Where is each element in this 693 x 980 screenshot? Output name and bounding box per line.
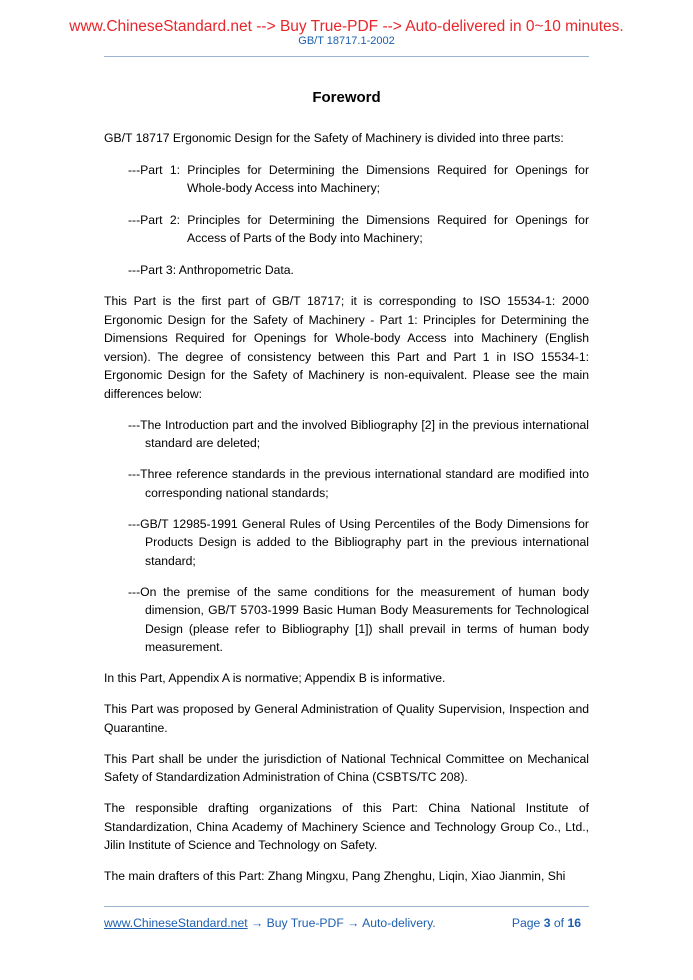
proposed-paragraph: This Part was proposed by General Administration of Quality Supervision, Inspection and Quarantine. <box>104 702 589 735</box>
footer <box>104 915 589 931</box>
document-id: GB/T 18717.1-2002 <box>298 35 395 47</box>
footer-divider <box>104 906 589 907</box>
footer-text: → Buy True-PDF → Auto-delivery. <box>247 916 436 930</box>
of-label: of <box>553 916 565 930</box>
header-banner: www.ChineseStandard.net --> Buy True-PDF --> Auto-delivered in 0~10 minutes. <box>69 18 624 35</box>
page-number: 3 <box>543 916 551 930</box>
difference-item-1: ---The Introduction part and the involved Bibliography [2] in the previous international standard are deleted; <box>128 417 589 450</box>
page-label: Page <box>511 916 541 930</box>
jurisdiction-paragraph: This Part shall be under the jurisdiction of National Technical Committee on Mechanical Safety of Standardization Administration of China (CSBTS/TC 208). <box>104 751 589 784</box>
document-body <box>104 129 589 898</box>
intro-paragraph: GB/T 18717 Ergonomic Design for the Safety of Machinery is divided into three parts: <box>104 131 564 145</box>
footer-link[interactable]: www.ChineseStandard.net <box>104 916 248 930</box>
header-divider <box>104 56 589 57</box>
part-item-2: ---Part 2: Principles for Determining the Dimensions Required for Openings for Access of Parts of the Body into Machinery; <box>128 212 589 245</box>
page-indicator <box>512 915 581 931</box>
drafting-orgs-paragraph: The responsible drafting organizations of this Part: China National Institute of Standardization, China Academy of Machinery Science and Technology Group Co., Ltd., Jilin Institute of Science and Technology on Safety. <box>104 801 589 852</box>
difference-item-4: ---On the premise of the same conditions for the measurement of human body dimension, GB/T 5703-1999 Basic Human Body Measurements for Technological Design (please refer to Bibliography [1]) shall prevail in terms of human body measurement. <box>128 584 589 654</box>
page-title: Foreword <box>312 89 381 106</box>
drafters-paragraph: The main drafters of this Part: Zhang Mingxu, Pang Zhenghu, Liqin, Xiao Jianmin, Shi <box>104 869 566 883</box>
page-total: 16 <box>567 916 581 930</box>
part-item-1: ---Part 1: Principles for Determining the Dimensions Required for Openings for Whole-body Access into Machinery; <box>128 162 589 195</box>
appendix-paragraph: In this Part, Appendix A is normative; Appendix B is informative. <box>104 671 446 685</box>
difference-item-2: ---Three reference standards in the previous international standard are modified into corresponding national standards; <box>128 467 589 500</box>
correspondence-paragraph: This Part is the first part of GB/T 18717; it is corresponding to ISO 15534-1: 2000 Ergonomic Design for the Safety of Machinery - Part 1: Principles for Determining the Dimensions Required for Openings for Whole-body Access into Machinery (English version). The degree of consistency between this Part and Part 1 in ISO 15534-1: Ergonomic Design for the Safety of Machinery is non-equivalent. Please see the main differences below: <box>104 294 589 401</box>
part-item-3: ---Part 3: Anthropometric Data. <box>128 262 294 277</box>
difference-item-3: ---GB/T 12985-1991 General Rules of Using Percentiles of the Body Dimensions for Products Design is added to the Bibliography part in the previous international standard; <box>128 516 589 568</box>
